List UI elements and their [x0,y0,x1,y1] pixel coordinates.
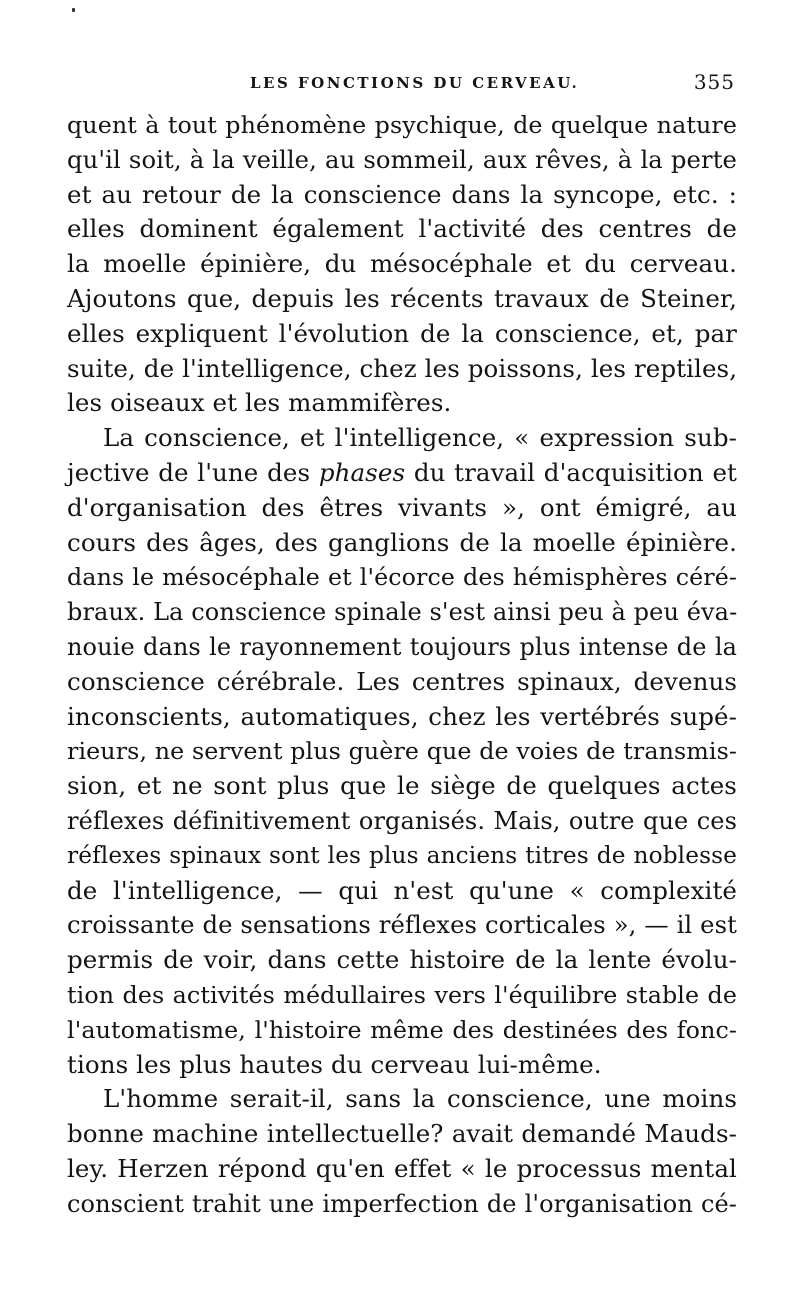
page-number: 355 [693,70,735,94]
text-line: de l'intelligence, — qui n'est qu'une « complexité [67,875,737,905]
text-line: bonne machine intellectuelle? avait demandé Mauds- [67,1119,737,1149]
text-line: La conscience, et l'intelligence, « expression sub- [103,423,737,453]
text-segment: jective de l'une des [67,457,319,487]
text-line: ley. Herzen répond qu'en effet « le processus mental [67,1153,737,1183]
text-line: conscient trahit une imperfection de l'organisation cé- [67,1189,737,1218]
text-line: nouie dans le rayonnement toujours plus intense de la [67,632,737,661]
text-line: réflexes définitivement organisés. Mais, outre que ces [67,806,737,835]
text-line: les oiseaux et les mammifères. [67,388,452,418]
text-line: elles dominent également l'activité des centres de [67,214,737,244]
text-line: qu'il soit, à la veille, au sommeil, aux rêves, à la perte [67,144,737,174]
running-title: LES FONCTIONS DU CERVEAU. [250,74,580,92]
text-line: la moelle épinière, du mésocéphale et du cerveau. [67,249,737,279]
text-line: tions les plus hautes du cerveau lui-même. [67,1049,602,1079]
text-line: Ajoutons que, depuis les récents travaux de Steiner, [67,283,737,313]
text-line-with-italic [67,456,737,491]
text-line: l'automatisme, l'histoire même des destinées des fonc- [67,1015,737,1044]
text-line: quent à tout phénomène psychique, de quelque nature [67,111,737,139]
text-line: croissante de sensations réflexes corticales », — il est [67,910,737,940]
text-line: sion, et ne sont plus que le siège de quelques actes [67,771,737,801]
text-line: rieurs, ne servent plus guère que de voies de transmis- [67,737,737,766]
ink-speck [72,8,75,12]
text-line: cours des âges, des ganglions de la moelle épinière. [67,527,737,557]
text-line: réflexes spinaux sont les plus anciens titres de noblesse [67,841,737,869]
text-line: conscience cérébrale. Les centres spinaux, devenus [67,666,737,696]
body-text [67,108,737,1222]
text-line: permis de voir, dans cette histoire de la lente évolu- [67,945,737,975]
text-line: d'organisation des êtres vivants », ont émigré, au [67,492,737,522]
text-segment: du travail d'acquisition et [405,457,737,487]
text-line: et au retour de la conscience dans la syncope, etc. : [67,179,737,209]
text-line: braux. La conscience spinale s'est ainsi peu à peu éva- [67,598,738,627]
text-line: tion des activités médullaires vers l'équilibre stable de [67,980,737,1009]
page-header [0,70,800,100]
text-line: L'homme serait-il, sans la conscience, une moins [103,1084,737,1114]
text-line: suite, de l'intelligence, chez les poissons, les reptiles, [67,353,738,383]
text-line: elles expliquent l'évolution de la conscience, et, par [67,318,737,348]
text-line: dans le mésocéphale et l'écorce des hémisphères céré- [67,563,737,592]
text-line: inconscients, automatiques, chez les vertébrés supé- [67,701,737,731]
italic-word: phases [318,457,406,487]
